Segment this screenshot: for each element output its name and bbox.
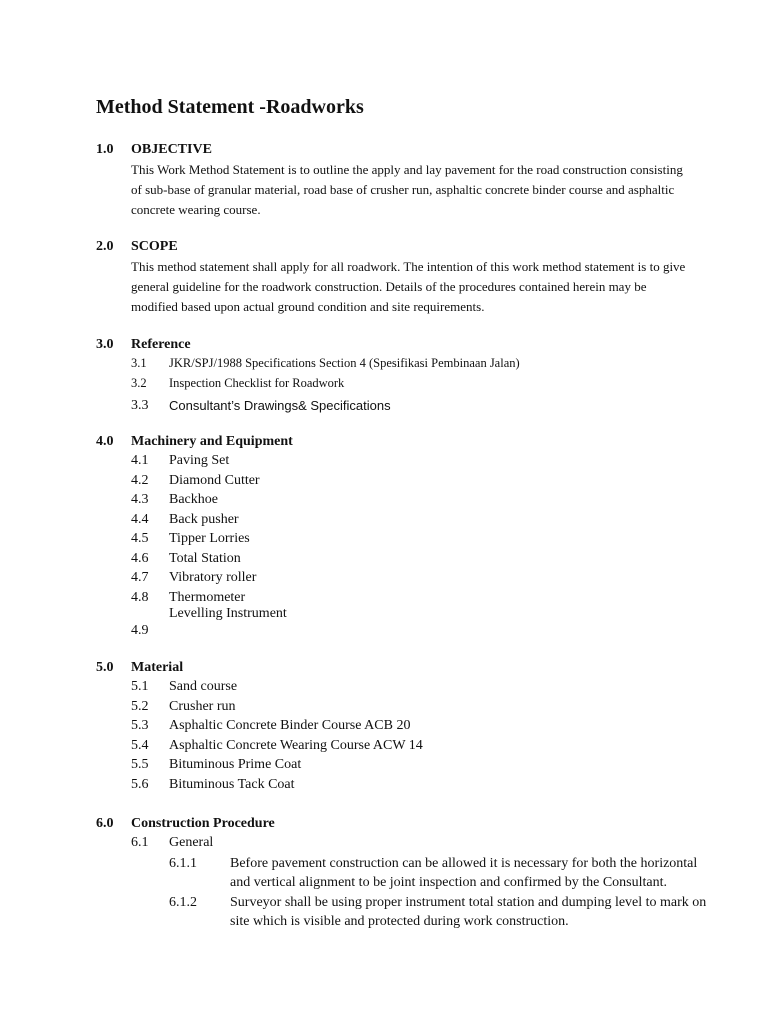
section-procedure (96, 816, 716, 932)
section-title: Material (131, 660, 184, 675)
item-label: Vibratory roller (169, 570, 257, 585)
item-number: 5.2 (131, 698, 149, 714)
objective-text: This Work Method Statement is to outline the apply and lay pavement for the road construction consisting of sub-base of granular material, road base of crusher run, asphaltic concrete binder course and asphaltic concrete wearing course. (131, 162, 683, 217)
material-list (131, 678, 716, 795)
item-label: General (169, 835, 214, 850)
section-title: Construction Procedure (131, 816, 275, 831)
item-number: 5.3 (131, 718, 149, 733)
section-scope (96, 239, 716, 317)
list-item (131, 452, 716, 472)
list-item (131, 589, 716, 605)
list-item (131, 491, 716, 511)
procedure-item (96, 854, 716, 893)
list-item (131, 530, 716, 550)
list-item (131, 737, 716, 757)
section-number: 5.0 (96, 660, 114, 675)
item-label: Tipper Lorries (169, 531, 250, 546)
item-label: Consultant’s Drawings& Specifications (169, 398, 391, 413)
item-label: Inspection Checklist for Roadwork (169, 375, 345, 390)
section-objective (96, 142, 716, 220)
section-material (96, 660, 716, 795)
item-label: Bituminous Tack Coat (169, 776, 295, 792)
item-number: 3.2 (131, 375, 147, 390)
list-item (131, 678, 716, 698)
item-label: Diamond Cutter (169, 472, 260, 488)
item-number: 5.6 (131, 776, 149, 792)
list-item (131, 472, 716, 492)
machinery-list (131, 452, 716, 638)
item-number: 4.4 (131, 511, 149, 527)
list-item (131, 605, 716, 638)
item-number: 5.5 (131, 757, 149, 772)
item-number: 3.3 (131, 398, 149, 413)
section-title: Reference (131, 337, 191, 352)
item-number: 6.1.1 (169, 855, 197, 871)
item-number: 4.3 (131, 492, 149, 507)
procedure-list (131, 834, 716, 854)
list-item (131, 375, 716, 395)
item-label: Crusher run (169, 698, 236, 714)
section-number: 3.0 (96, 337, 114, 352)
item-label: Sand course (169, 679, 238, 694)
item-number: 5.4 (131, 737, 149, 753)
list-item (131, 569, 716, 589)
document-title: Method Statement -Roadworks (96, 96, 364, 118)
item-number: 4.9 (131, 622, 149, 638)
item-number: 6.1 (131, 835, 149, 850)
list-item (131, 756, 716, 776)
section-title: SCOPE (131, 239, 178, 254)
item-text: Surveyor shall be using proper instrument total station and dumping level to mark on site which is visible and protected during work construction. (230, 894, 707, 929)
item-label: Levelling Instrument (169, 605, 287, 621)
list-item (131, 550, 716, 570)
section-heading (96, 337, 716, 355)
item-label: Paving Set (169, 453, 230, 468)
reference-list (131, 355, 716, 416)
section-number: 4.0 (96, 434, 114, 449)
section-number: 6.0 (96, 816, 114, 831)
section-heading (96, 142, 716, 160)
subsection-heading (131, 834, 716, 854)
scope-text: This method statement shall apply for all roadwork. The intention of this work method statement is to give general guideline for the roadwork construction. Details of the procedures contained herein may be modified based upon actual ground condition and site requirements. (131, 259, 686, 314)
section-heading (96, 816, 716, 834)
item-label: Back pusher (169, 511, 239, 527)
item-number: 4.1 (131, 453, 149, 468)
list-item (131, 698, 716, 718)
list-item (131, 717, 716, 737)
item-number: 5.1 (131, 679, 149, 694)
item-label: Total Station (169, 550, 241, 566)
section-heading (96, 239, 716, 257)
item-number: 4.2 (131, 472, 149, 488)
item-label: Bituminous Prime Coat (169, 757, 302, 772)
section-number: 2.0 (96, 239, 114, 254)
section-heading (96, 660, 716, 678)
item-label: Backhoe (169, 492, 218, 507)
item-label: JKR/SPJ/1988 Specifications Section 4 (Spesifikasi Pembinaan Jalan) (169, 356, 520, 370)
item-number: 4.7 (131, 570, 149, 585)
list-item (131, 511, 716, 531)
item-number: 4.5 (131, 531, 149, 546)
item-text: Before pavement construction can be allowed it is necessary for both the horizontal and vertical alignment to be joint inspection and confirmed by the Consultant. (230, 855, 698, 890)
section-title: OBJECTIVE (131, 142, 212, 157)
item-number: 4.6 (131, 550, 149, 566)
section-number: 1.0 (96, 142, 114, 157)
item-number: 3.1 (131, 356, 147, 370)
item-number: 4.8 (131, 589, 149, 605)
list-item (131, 355, 716, 375)
section-heading (96, 434, 716, 452)
section-title: Machinery and Equipment (131, 434, 293, 449)
item-label: Thermometer (169, 589, 246, 605)
list-item (131, 394, 716, 416)
section-machinery (96, 434, 716, 638)
item-number: 6.1.2 (169, 894, 197, 910)
list-item (131, 776, 716, 796)
section-reference (96, 337, 716, 416)
item-label: Asphaltic Concrete Wearing Course ACW 14 (169, 737, 423, 753)
procedure-item (96, 893, 716, 932)
item-label: Asphaltic Concrete Binder Course ACB 20 (169, 718, 411, 733)
